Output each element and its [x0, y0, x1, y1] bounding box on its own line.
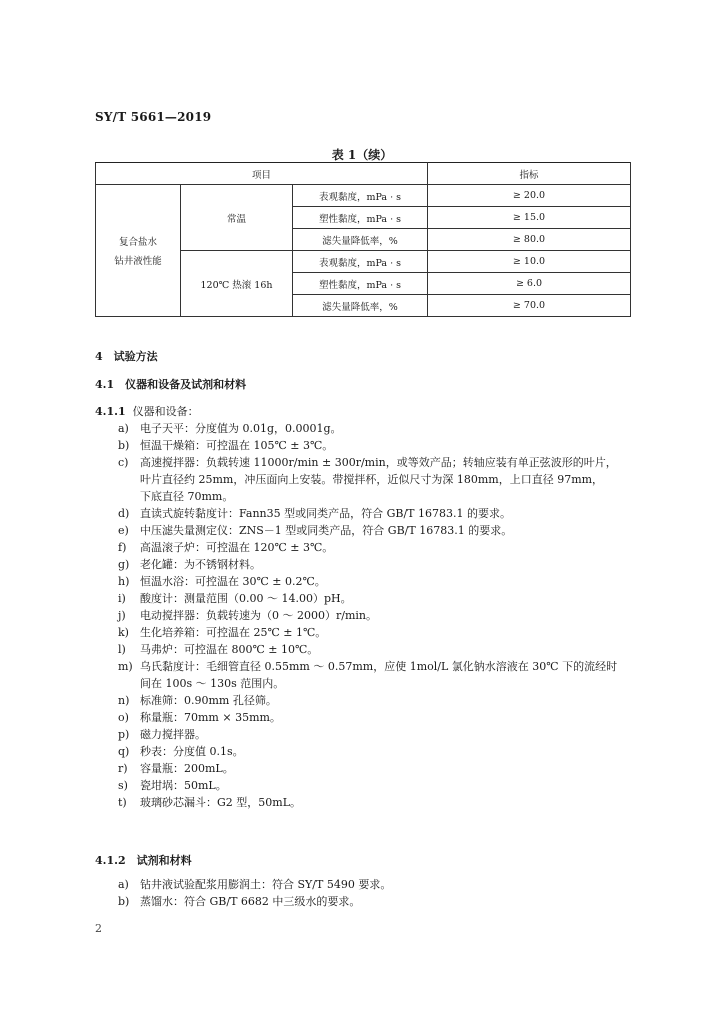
table-row-value: ≥ 15.0 [428, 207, 631, 229]
section-4-1-1-text: 仪器和设备： [132, 405, 199, 418]
list-item: a) 电子天平：分度值为 0.01g，0.0001g。 [118, 422, 342, 435]
equipment-list [118, 420, 617, 811]
table-header-item: 项目 [96, 163, 428, 185]
table-row-prop: 滤失量降低率，% [293, 229, 428, 251]
list-item-continuation: 间在 100s ～ 130s 范围内。 [140, 677, 285, 690]
list-item: e) 中压滤失量测定仪：ZNS－1 型或同类产品，符合 GB/T 16783.1 的要求。 [118, 524, 513, 537]
reagent-list [118, 876, 391, 910]
list-item: n) 标准筛：0.90mm 孔径筛。 [118, 694, 277, 707]
table-row-prop: 表观黏度，mPa · s [293, 185, 428, 207]
list-item: o) 称量瓶：70mm × 35mm。 [118, 711, 281, 724]
group-line-1: 复合盐水 [118, 237, 157, 248]
section-4-1-2-heading: 4.1.2 试剂和材料 [95, 854, 192, 867]
section-4-1-heading: 4.1 仪器和设备及试剂和材料 [95, 378, 247, 391]
list-item: k) 生化培养箱：可控温在 25℃ ± 1℃。 [118, 626, 327, 639]
list-item: c) 高速搅拌器：负载转速 11000r/min ± 300r/min，或等效产品；转轴应装有单正弦波形的叶片， [118, 456, 617, 469]
section-4-heading: 4 试验方法 [95, 350, 158, 363]
list-item-continuation: 叶片直径约 25mm，冲压面向上安装。带搅拌杯，近似尺寸为深 180mm，上口直径 97mm， [140, 473, 604, 486]
table-row-value: ≥ 6.0 [428, 273, 631, 295]
list-item: a) 钻井液试验配浆用膨润土：符合 SY/T 5490 要求。 [118, 878, 392, 891]
table-condition-1: 常温 [181, 185, 293, 251]
table-row-value: ≥ 80.0 [428, 229, 631, 251]
list-item: g) 老化罐：为不锈钢材料。 [118, 558, 261, 571]
list-item: q) 秒表：分度值 0.1s。 [118, 745, 244, 758]
list-item: l) 马弗炉：可控温在 800℃ ± 10℃。 [118, 643, 319, 656]
list-item: t) 玻璃砂芯漏斗：G2 型，50mL。 [118, 796, 302, 809]
section-4-1-1-number: 4.1.1 [95, 405, 126, 418]
table-group-cell [96, 185, 181, 317]
spec-table [95, 162, 631, 317]
list-item: r) 容量瓶：200mL。 [118, 762, 234, 775]
list-item: j) 电动搅拌器：负载转速为（0 ～ 2000）r/min。 [118, 609, 377, 622]
list-item: m) 乌氏黏度计：毛细管直径 0.55mm ～ 0.57mm，应使 1mol/L 氯化钠水溶液在 30℃ 下的流经时 [118, 660, 618, 673]
table-row-prop: 塑性黏度，mPa · s [293, 207, 428, 229]
standard-code: SY/T 5661—2019 [95, 110, 212, 124]
list-item: b) 蒸馏水：符合 GB/T 6682 中三级水的要求。 [118, 895, 361, 908]
section-4-1-1-heading [95, 403, 199, 420]
list-item-continuation: 下底直径 70mm。 [140, 490, 234, 503]
table-row-prop: 塑性黏度，mPa · s [293, 273, 428, 295]
list-item: f) 高温滚子炉：可控温在 120℃ ± 3℃。 [118, 541, 334, 554]
table-header-value: 指标 [428, 163, 631, 185]
list-item: s) 瓷坩埚：50mL。 [118, 779, 227, 792]
list-item: d) 直读式旋转黏度计：Fann35 型或同类产品，符合 GB/T 16783.1 的要求。 [118, 507, 511, 520]
list-item: h) 恒温水浴：可控温在 30℃ ± 0.2℃。 [118, 575, 326, 588]
page-number: 2 [95, 922, 102, 935]
table-row-value: ≥ 20.0 [428, 185, 631, 207]
list-item: p) 磁力搅拌器。 [118, 728, 206, 741]
table-row-prop: 滤失量降低率，% [293, 295, 428, 317]
list-item: i) 酸度计：测量范围（0.00 ～ 14.00）pH。 [118, 592, 352, 605]
table-condition-2: 120℃ 热滚 16h [181, 251, 293, 317]
table-row-value: ≥ 10.0 [428, 251, 631, 273]
group-line-2: 钻井液性能 [114, 256, 162, 267]
table-title: 表 1（续） [331, 148, 393, 162]
table-row-value: ≥ 70.0 [428, 295, 631, 317]
table-row-prop: 表观黏度，mPa · s [293, 251, 428, 273]
list-item: b) 恒温干燥箱：可控温在 105℃ ± 3℃。 [118, 439, 334, 452]
